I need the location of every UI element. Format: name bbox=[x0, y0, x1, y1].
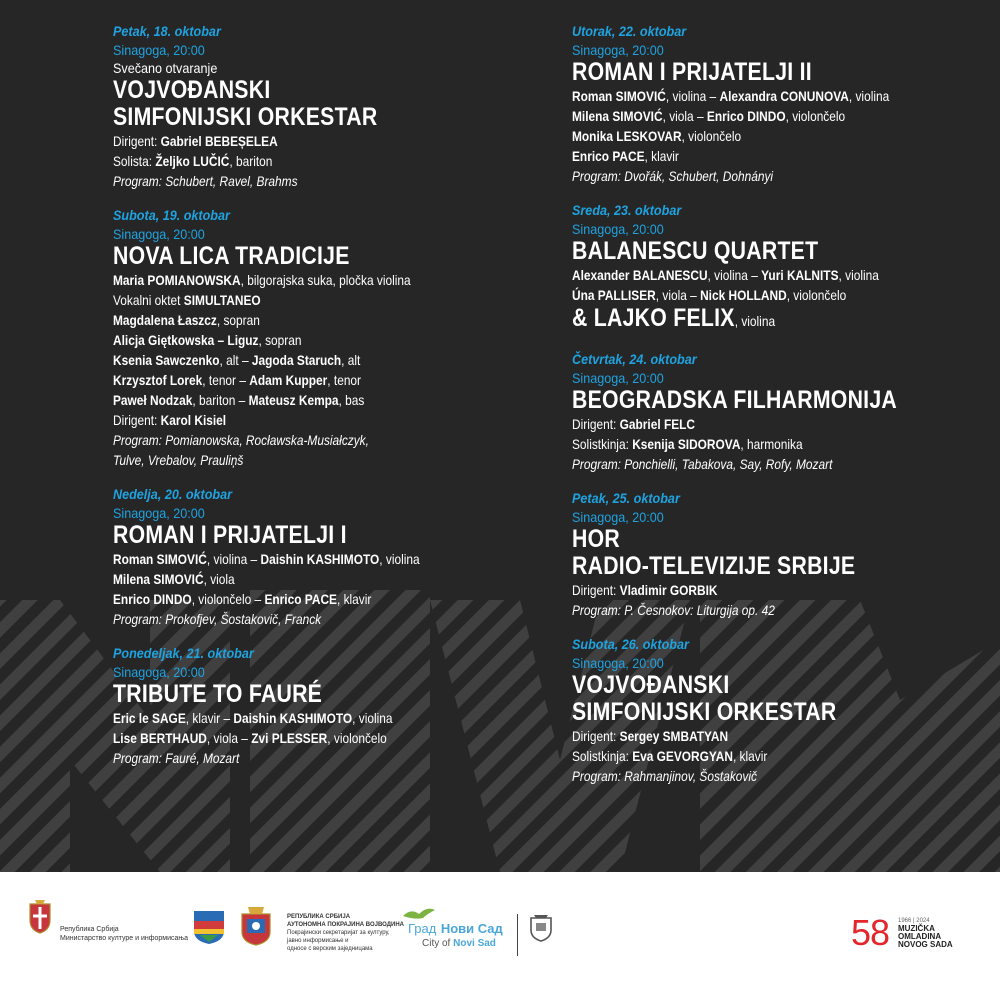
program-line: Program: Pomianowska, Rocławska-Musiałczyk, bbox=[113, 432, 369, 448]
event-block bbox=[113, 206, 543, 470]
performer-role: Dirigent: bbox=[572, 728, 620, 744]
performer-role: Dirigent: bbox=[113, 133, 161, 149]
event-title: VOJVOĐANSKI bbox=[113, 76, 271, 104]
performer-name: Mateusz Kempa bbox=[248, 392, 339, 408]
performer-name: Gabriel BEBEȘELEA bbox=[160, 133, 278, 149]
performer-role: , violina – bbox=[707, 267, 762, 283]
performer-role: , klavir bbox=[644, 148, 679, 164]
performer-name: Gabriel FELC bbox=[619, 416, 696, 432]
performer-name: Ksenija SIDOROVA bbox=[632, 436, 741, 452]
event-venue: Sinagoga, 20:00 bbox=[572, 655, 664, 671]
event-venue: Sinagoga, 20:00 bbox=[113, 505, 205, 521]
mons-text: 1966 | 2024 MUZIČKA OMLADINA NOVOG SADA bbox=[898, 918, 953, 949]
performer-role: Vokalni oktet bbox=[113, 292, 184, 308]
program-line: Program: Dvořák, Schubert, Dohnányi bbox=[572, 168, 774, 184]
performer-name: Monika LESKOVAR bbox=[572, 128, 682, 144]
performer-role: , klavir bbox=[732, 748, 768, 764]
performer-line bbox=[572, 106, 938, 126]
performer-name: SIMULTANEO bbox=[183, 292, 261, 308]
performer-name: Enrico PACE bbox=[264, 591, 337, 607]
performer-role: , bilgorajska suka, pločka violina bbox=[240, 272, 411, 288]
performer-role: , violina bbox=[838, 267, 879, 283]
event-title: VOJVOĐANSKI bbox=[572, 671, 730, 699]
event-date: Sreda, 23. oktobar bbox=[572, 202, 682, 218]
schedule-left-column bbox=[113, 22, 543, 783]
event-block bbox=[572, 489, 1000, 620]
performer-role: , tenor – bbox=[202, 372, 250, 388]
performer-name: Roman SIMOVIĆ bbox=[113, 551, 207, 567]
event-title: HOR bbox=[572, 525, 620, 553]
performer-role: , klavir bbox=[336, 591, 372, 607]
event-title: SIMFONIJSKI ORKESTAR bbox=[113, 103, 378, 131]
performer-role: , violončelo – bbox=[191, 591, 265, 607]
performer-role: , violina bbox=[848, 88, 890, 104]
performer-role: Solistkinja: bbox=[572, 748, 633, 764]
program-line: Program: Fauré, Mozart bbox=[113, 750, 240, 766]
serbia-coat-of-arms-icon bbox=[26, 898, 54, 939]
performer-line bbox=[572, 746, 938, 766]
performer-role: , viola bbox=[203, 571, 235, 587]
performer-name: Alicja Giętkowska – Liguz bbox=[113, 332, 259, 348]
schedule-right-column bbox=[572, 22, 1000, 801]
program-line: Program: Rahmanjinov, Šostakovič bbox=[572, 768, 757, 784]
program-line: Program: Prokofjev, Šostakovič, Franck bbox=[113, 611, 322, 627]
performer-role: , violončelo bbox=[681, 128, 742, 144]
performer-name: Daishin KASHIMOTO bbox=[233, 710, 353, 726]
sponsor-footer bbox=[0, 872, 1000, 1000]
performer-name: Enrico DINDO bbox=[113, 591, 192, 607]
performer-name: Maria POMIANOWSKA bbox=[113, 272, 241, 288]
city-emblem-icon bbox=[528, 912, 554, 947]
performer-name: Roman SIMOVIĆ bbox=[572, 88, 666, 104]
event-block bbox=[113, 22, 543, 191]
performer-name: Milena SIMOVIĆ bbox=[113, 571, 204, 587]
performer-line bbox=[113, 589, 479, 609]
performer-name: Nick HOLLAND bbox=[700, 287, 787, 303]
performer-name: Magdalena Łaszcz bbox=[113, 312, 217, 328]
performer-role: , harmonika bbox=[740, 436, 803, 452]
event-title: BALANESCU QUARTET bbox=[572, 237, 819, 265]
performer-role: Dirigent: bbox=[113, 412, 161, 428]
performer-name: Eric le SAGE bbox=[113, 710, 186, 726]
performer-role: , bariton – bbox=[192, 392, 249, 408]
performer-role: , violina bbox=[352, 710, 393, 726]
event-block bbox=[113, 485, 543, 629]
performer-line bbox=[572, 414, 938, 434]
performer-role: , viola – bbox=[655, 287, 701, 303]
program-line: Program: P. Česnokov: Liturgija op. 42 bbox=[572, 602, 775, 618]
performer-role: Solistkinja: bbox=[572, 436, 633, 452]
event-venue: Sinagoga, 20:00 bbox=[572, 509, 664, 525]
event-title-suffix: , violina bbox=[734, 313, 776, 329]
performer-name: Enrico DINDO bbox=[706, 108, 786, 124]
performer-line bbox=[572, 434, 938, 454]
performer-role: Dirigent: bbox=[572, 582, 620, 598]
performer-line bbox=[113, 410, 479, 430]
event-venue: Sinagoga, 20:00 bbox=[113, 42, 205, 58]
performer-line bbox=[113, 131, 479, 151]
performer-name: Úna PALLISER bbox=[572, 287, 656, 303]
event-date: Petak, 25. oktobar bbox=[572, 490, 680, 506]
performer-line bbox=[113, 330, 479, 350]
performer-name: Vladimir GORBIK bbox=[619, 582, 718, 598]
performer-line bbox=[572, 126, 938, 146]
vojvodina-flag-emblem-icon bbox=[192, 909, 226, 950]
performer-role: , violina – bbox=[206, 551, 261, 567]
performer-name: Karol Kisiel bbox=[160, 412, 227, 428]
event-venue: Sinagoga, 20:00 bbox=[113, 664, 205, 680]
performer-role: , viola – bbox=[206, 730, 252, 746]
performer-line bbox=[572, 285, 938, 305]
performer-name: Lise BERTHAUD bbox=[113, 730, 207, 746]
event-block bbox=[113, 644, 543, 768]
performer-role: , klavir – bbox=[185, 710, 234, 726]
event-title: SIMFONIJSKI ORKESTAR bbox=[572, 698, 837, 726]
event-title: BEOGRADSKA FILHARMONIJA bbox=[572, 386, 898, 414]
performer-line bbox=[113, 290, 479, 310]
performer-line bbox=[113, 390, 479, 410]
performer-line bbox=[572, 265, 938, 285]
performer-role: , alt – bbox=[219, 352, 252, 368]
event-block bbox=[572, 201, 1000, 335]
performer-line bbox=[113, 569, 479, 589]
performer-name: Alexander BALANESCU bbox=[572, 267, 708, 283]
event-title: ROMAN I PRIJATELJI I bbox=[113, 521, 347, 549]
performer-name: Milena SIMOVIĆ bbox=[572, 108, 663, 124]
divider bbox=[517, 914, 518, 956]
event-venue: Sinagoga, 20:00 bbox=[572, 370, 664, 386]
performer-role: , violončelo bbox=[327, 730, 387, 746]
program-line: Program: Schubert, Ravel, Brahms bbox=[113, 173, 298, 189]
performer-name: Enrico PACE bbox=[572, 148, 645, 164]
event-date: Subota, 19. oktobar bbox=[113, 207, 230, 223]
performer-line bbox=[572, 86, 938, 106]
novi-sad-logo: Град Нови Сад City of Novi Sad bbox=[408, 921, 503, 949]
event-date: Nedelja, 20. oktobar bbox=[113, 486, 233, 502]
performer-name: Yuri KALNITS bbox=[761, 267, 839, 283]
performer-role: , viola – bbox=[662, 108, 707, 124]
event-subtitle: Svečano otvaranje bbox=[113, 60, 218, 76]
performer-line bbox=[113, 370, 479, 390]
event-date: Četvrtak, 24. oktobar bbox=[572, 351, 697, 367]
performer-name: Željko LUČIĆ bbox=[155, 153, 230, 169]
event-date: Petak, 18. oktobar bbox=[113, 23, 221, 39]
performer-role: , violončelo bbox=[785, 108, 846, 124]
event-date: Utorak, 22. oktobar bbox=[572, 23, 687, 39]
performer-role: , violončelo bbox=[786, 287, 847, 303]
event-venue: Sinagoga, 20:00 bbox=[113, 226, 205, 242]
event-title: RADIO-TELEVIZIJE SRBIJE bbox=[572, 552, 856, 580]
event-date: Subota, 26. oktobar bbox=[572, 636, 689, 652]
performer-role: , bas bbox=[338, 392, 365, 408]
program-line: Tulve, Vrebalov, Prauliņš bbox=[113, 452, 244, 468]
performer-role: , sopran bbox=[216, 312, 260, 328]
event-title: ROMAN I PRIJATELJI II bbox=[572, 58, 812, 86]
performer-name: Eva GEVORGYAN bbox=[632, 748, 733, 764]
performer-line bbox=[113, 151, 479, 171]
performer-line bbox=[113, 310, 479, 330]
event-title-text: & LAJKO FELIX bbox=[572, 304, 735, 332]
performer-name: Daishin KASHIMOTO bbox=[260, 551, 380, 567]
performer-role: Solista: bbox=[113, 153, 156, 169]
event-title bbox=[572, 305, 938, 335]
performer-role: , bariton bbox=[229, 153, 273, 169]
performer-line bbox=[572, 146, 938, 166]
performer-role: , violina – bbox=[665, 88, 720, 104]
performer-line bbox=[113, 549, 479, 569]
performer-line bbox=[572, 726, 938, 746]
ministry-text: Република Србија Министарство културе и информисања bbox=[60, 926, 188, 942]
performer-name: Krzysztof Lorek bbox=[113, 372, 203, 388]
performer-role: , tenor bbox=[327, 372, 362, 388]
province-secretariat-text: РЕПУБЛИКА СРБИЈА АУТОНОМНА ПОКРАЈИНА ВОЈВОДИНА Покрајински секретаријат за културу, јавно информисање и односе с верским заједницама bbox=[287, 914, 404, 952]
event-venue: Sinagoga, 20:00 bbox=[572, 221, 664, 237]
event-block bbox=[572, 350, 1000, 474]
performer-name: Adam Kupper bbox=[249, 372, 328, 388]
performer-name: Ksenia Sawczenko bbox=[113, 352, 220, 368]
performer-name: Jagoda Staruch bbox=[251, 352, 342, 368]
performer-line bbox=[113, 728, 479, 748]
vojvodina-coat-of-arms-icon bbox=[236, 904, 276, 951]
performer-role: , alt bbox=[341, 352, 361, 368]
performer-name: Sergey SMBATYAN bbox=[619, 728, 729, 744]
performer-line bbox=[113, 708, 479, 728]
mons-58-logo: 58 bbox=[851, 912, 890, 953]
event-block bbox=[572, 22, 1000, 186]
program-line: Program: Ponchielli, Tabakova, Say, Rofy, Mozart bbox=[572, 456, 833, 472]
performer-line bbox=[572, 580, 938, 600]
performer-name: Paweł Nodzak bbox=[113, 392, 193, 408]
performer-role: , sopran bbox=[258, 332, 302, 348]
performer-line bbox=[113, 350, 479, 370]
event-title: TRIBUTE TO FAURÉ bbox=[113, 680, 323, 708]
performer-name: Zvi PLESSER bbox=[251, 730, 328, 746]
performer-role: Dirigent: bbox=[572, 416, 620, 432]
event-title: NOVA LICA TRADICIJE bbox=[113, 242, 350, 270]
performer-line bbox=[113, 270, 479, 290]
performer-role: , violina bbox=[379, 551, 420, 567]
event-venue: Sinagoga, 20:00 bbox=[572, 42, 664, 58]
performer-name: Alexandra CONUNOVA bbox=[719, 88, 849, 104]
event-date: Ponedeljak, 21. oktobar bbox=[113, 645, 254, 661]
event-block bbox=[572, 635, 1000, 786]
